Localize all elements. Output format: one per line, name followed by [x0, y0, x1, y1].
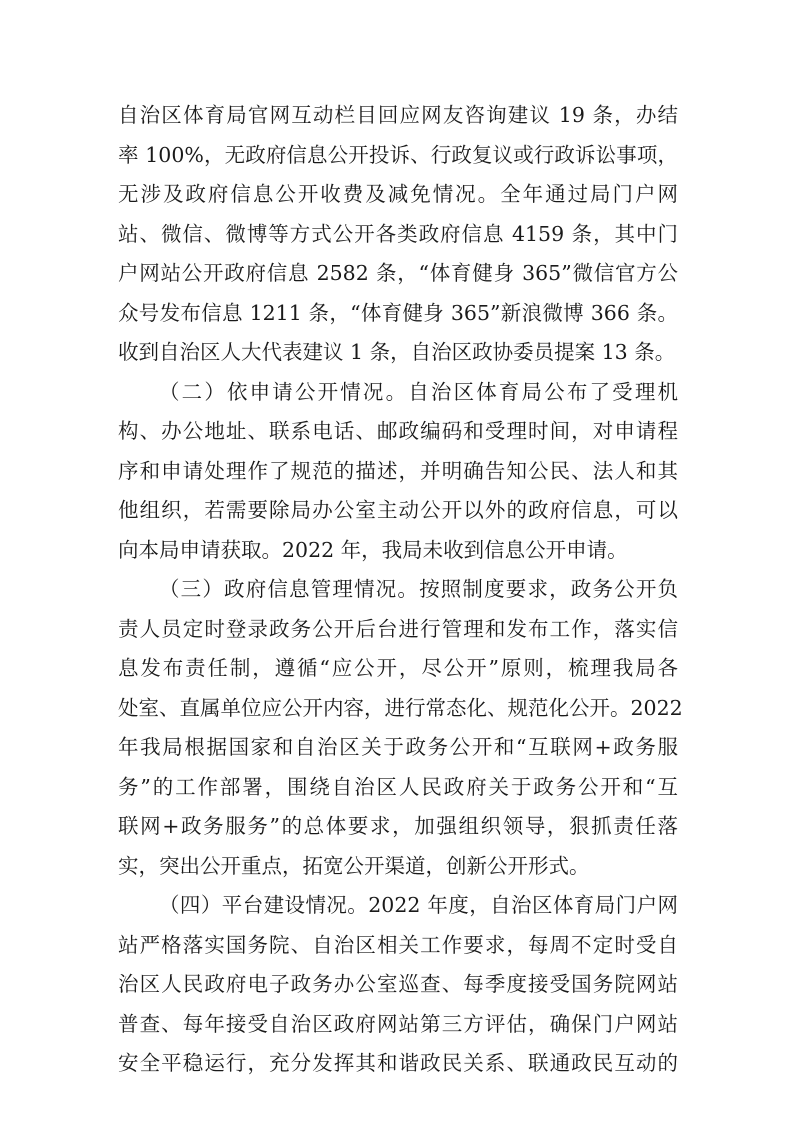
section-heading-line: （三）政府信息管理情况。按照制度要求，政务公开负 [159, 577, 678, 601]
section-heading-line: （四）平台建设情况。2022 年度，自治区体育局门户网 [159, 893, 678, 917]
text-line: 收到自治区人大代表建议 1 条，自治区政协委员提案 13 条。 [118, 340, 676, 364]
text-line: 年我局根据国家和自治区关于政务公开和“互联网+政务服 [118, 735, 678, 759]
text-line: 站、微信、微博等方式公开各类政府信息 4159 条，其中门 [118, 221, 678, 246]
text-line: 安全平稳运行，充分发挥其和谐政民关系、联通政民互动的 [118, 1051, 678, 1075]
text-line: 息发布责任制，遵循“应公开，尽公开”原则，梳理我局各 [118, 656, 678, 680]
text-line: 众号发布信息 1211 条，“体育健身 365”新浪微博 366 条。 [118, 300, 678, 325]
text-line: 无涉及政府信息公开收费及减免情况。全年通过局门户网 [118, 182, 678, 206]
text-line: 责人员定时登录政务公开后台进行管理和发布工作，落实信 [118, 616, 678, 641]
text-line: 治区人民政府电子政务办公室巡查、每季度接受国务院网站 [118, 972, 678, 996]
text-line: 实，突出公开重点，拓宽公开渠道，创新公开形式。 [118, 853, 590, 878]
text-line: 向本局申请获取。2022 年，我局未收到信息公开申请。 [118, 537, 628, 562]
text-line: 户网站公开政府信息 2582 条，“体育健身 365”微信官方公 [118, 261, 678, 285]
text-line: 他组织，若需要除局办公室主动公开以外的政府信息，可以 [118, 498, 678, 522]
text-line: 构、办公地址、联系电话、邮政编码和受理时间，对申请程 [118, 419, 678, 443]
text-line: 率 100%，无政府信息公开投诉、行政复议或行政诉讼事项， [118, 142, 678, 167]
text-line: 处室、直属单位应公开内容，进行常态化、规范化公开。2022 [118, 695, 683, 720]
document-body [118, 96, 683, 1084]
text-line: 自治区体育局官网互动栏目回应网友咨询建议 19 条，办结 [118, 103, 678, 127]
text-line: 务”的工作部署，围绕自治区人民政府关于政务公开和“互 [118, 774, 678, 799]
text-line: 联网+政务服务”的总体要求，加强组织领导，狠抓责任落 [118, 814, 678, 838]
text-line: 序和申请处理作了规范的描述，并明确告知公民、法人和其 [118, 458, 678, 483]
text-line: 普查、每年接受自治区政府网站第三方评估，确保门户网站 [118, 1011, 678, 1036]
text-line: 站严格落实国务院、自治区相关工作要求，每周不定时受自 [118, 932, 678, 957]
section-heading-line: （二）依申请公开情况。自治区体育局公布了受理机 [159, 379, 678, 404]
